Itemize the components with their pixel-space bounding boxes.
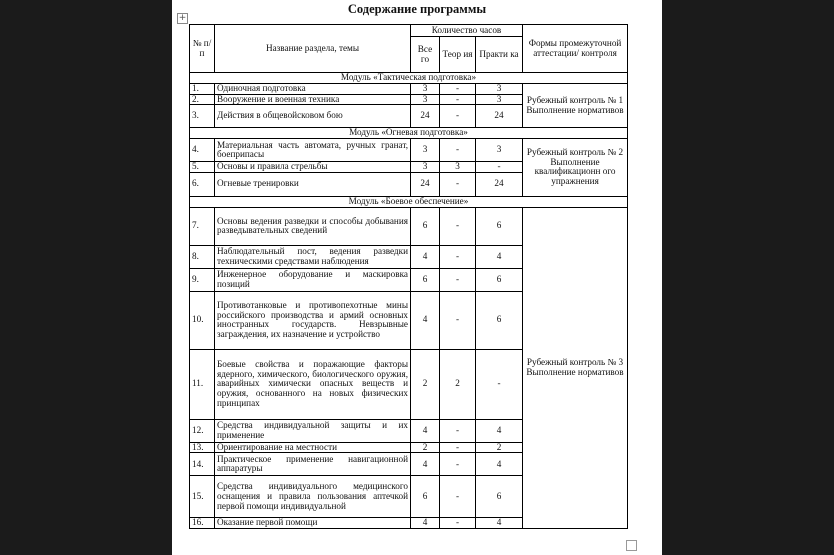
row-practice: 4 <box>476 419 523 442</box>
row-theory: - <box>440 442 476 453</box>
table-move-handle-icon[interactable]: + <box>178 13 187 23</box>
row-name: Ориентирование на местности <box>215 442 411 453</box>
row-total: 4 <box>411 245 440 268</box>
row-theory: - <box>440 172 476 196</box>
header-practice: Практи ка <box>476 37 523 73</box>
attestation-cell: Рубежный контроль № 2 Выполнение квалификационн ого упражнения <box>523 139 628 197</box>
header-forms: Формы промежуточной аттестации/ контроля <box>523 25 628 73</box>
row-theory: - <box>440 139 476 162</box>
row-theory: - <box>440 453 476 476</box>
document-title: Содержание программы <box>347 2 487 16</box>
row-name: Действия в общевойсковом бою <box>215 105 411 128</box>
row-total: 3 <box>411 139 440 162</box>
row-practice: 24 <box>476 172 523 196</box>
row-num: 13. <box>190 442 215 453</box>
document-page <box>172 0 662 555</box>
row-theory: - <box>440 105 476 128</box>
header-name: Название раздела, темы <box>215 25 411 73</box>
row-practice: - <box>476 162 523 173</box>
row-total: 2 <box>411 349 440 419</box>
module-title: Модуль «Тактическая подготовка» <box>190 73 628 84</box>
row-total: 4 <box>411 291 440 349</box>
row-num: 14. <box>190 453 215 476</box>
row-name: Оказание первой помощи <box>215 518 411 529</box>
row-name: Основы и правила стрельбы <box>215 162 411 173</box>
row-num: 2. <box>190 94 215 105</box>
row-total: 3 <box>411 94 440 105</box>
row-practice: 4 <box>476 245 523 268</box>
row-practice: 24 <box>476 105 523 128</box>
row-num: 15. <box>190 476 215 518</box>
row-theory: 2 <box>440 349 476 419</box>
row-theory: - <box>440 245 476 268</box>
header-num: № п/п <box>190 25 215 73</box>
row-num: 10. <box>190 291 215 349</box>
row-name: Вооружение и военная техника <box>215 94 411 105</box>
row-num: 7. <box>190 207 215 245</box>
row-theory: - <box>440 291 476 349</box>
row-practice: 3 <box>476 84 523 95</box>
header-theory: Теор ия <box>440 37 476 73</box>
row-total: 4 <box>411 518 440 529</box>
row-theory: - <box>440 518 476 529</box>
row-practice: 6 <box>476 291 523 349</box>
row-name: Противотанковые и противопехотные мины российского производства и армий основных иностранных государств. Невзрывные заграждения, их назначение и устройство <box>215 291 411 349</box>
row-practice: - <box>476 349 523 419</box>
row-total: 2 <box>411 442 440 453</box>
module-title: Модуль «Боевое обеспечение» <box>190 196 628 207</box>
row-name: Практическое применение навигационной аппаратуры <box>215 453 411 476</box>
row-total: 6 <box>411 476 440 518</box>
row-total: 24 <box>411 172 440 196</box>
table-resize-handle[interactable] <box>626 540 637 551</box>
program-table <box>189 24 628 529</box>
row-name: Основы ведения разведки и способы добывания разведывательных сведений <box>215 207 411 245</box>
row-total: 3 <box>411 162 440 173</box>
header-total: Все го <box>411 37 440 73</box>
module-title: Модуль «Огневая подготовка» <box>190 128 628 139</box>
row-num: 8. <box>190 245 215 268</box>
row-name: Средства индивидуального медицинского оснащения и правила пользования аптечкой первой помощи индивидуальной <box>215 476 411 518</box>
row-name: Одиночная подготовка <box>215 84 411 95</box>
row-practice: 4 <box>476 518 523 529</box>
row-theory: - <box>440 94 476 105</box>
row-theory: - <box>440 268 476 291</box>
row-num: 9. <box>190 268 215 291</box>
row-total: 24 <box>411 105 440 128</box>
row-total: 6 <box>411 207 440 245</box>
row-practice: 2 <box>476 442 523 453</box>
row-theory: - <box>440 207 476 245</box>
row-practice: 3 <box>476 94 523 105</box>
row-num: 11. <box>190 349 215 419</box>
row-num: 12. <box>190 419 215 442</box>
row-num: 4. <box>190 139 215 162</box>
row-total: 4 <box>411 419 440 442</box>
row-name: Материальная часть автомата, ручных гранат, боеприпасы <box>215 139 411 162</box>
row-total: 3 <box>411 84 440 95</box>
row-practice: 3 <box>476 139 523 162</box>
row-name: Средства индивидуальной защиты и их применение <box>215 419 411 442</box>
attestation-cell: Рубежный контроль № 1 Выполнение нормативов <box>523 84 628 128</box>
row-practice: 6 <box>476 207 523 245</box>
row-num: 1. <box>190 84 215 95</box>
row-name: Боевые свойства и поражающие факторы ядерного, химического, биологического оружия, аварийных химически опасных веществ и оружия, основанного на новых физических принципах <box>215 349 411 419</box>
row-name: Инженерное оборудование и маскировка позиций <box>215 268 411 291</box>
row-practice: 6 <box>476 268 523 291</box>
row-total: 4 <box>411 453 440 476</box>
row-num: 16. <box>190 518 215 529</box>
row-num: 5. <box>190 162 215 173</box>
row-num: 3. <box>190 105 215 128</box>
row-name: Огневые тренировки <box>215 172 411 196</box>
row-practice: 6 <box>476 476 523 518</box>
row-total: 6 <box>411 268 440 291</box>
row-theory: - <box>440 84 476 95</box>
header-hours: Количество часов <box>411 25 523 37</box>
row-theory: 3 <box>440 162 476 173</box>
row-num: 6. <box>190 172 215 196</box>
row-practice: 4 <box>476 453 523 476</box>
row-theory: - <box>440 476 476 518</box>
row-name: Наблюдательный пост, ведения разведки техническими средствами наблюдения <box>215 245 411 268</box>
row-theory: - <box>440 419 476 442</box>
attestation-cell: Рубежный контроль № 3 Выполнение нормативов <box>523 207 628 528</box>
